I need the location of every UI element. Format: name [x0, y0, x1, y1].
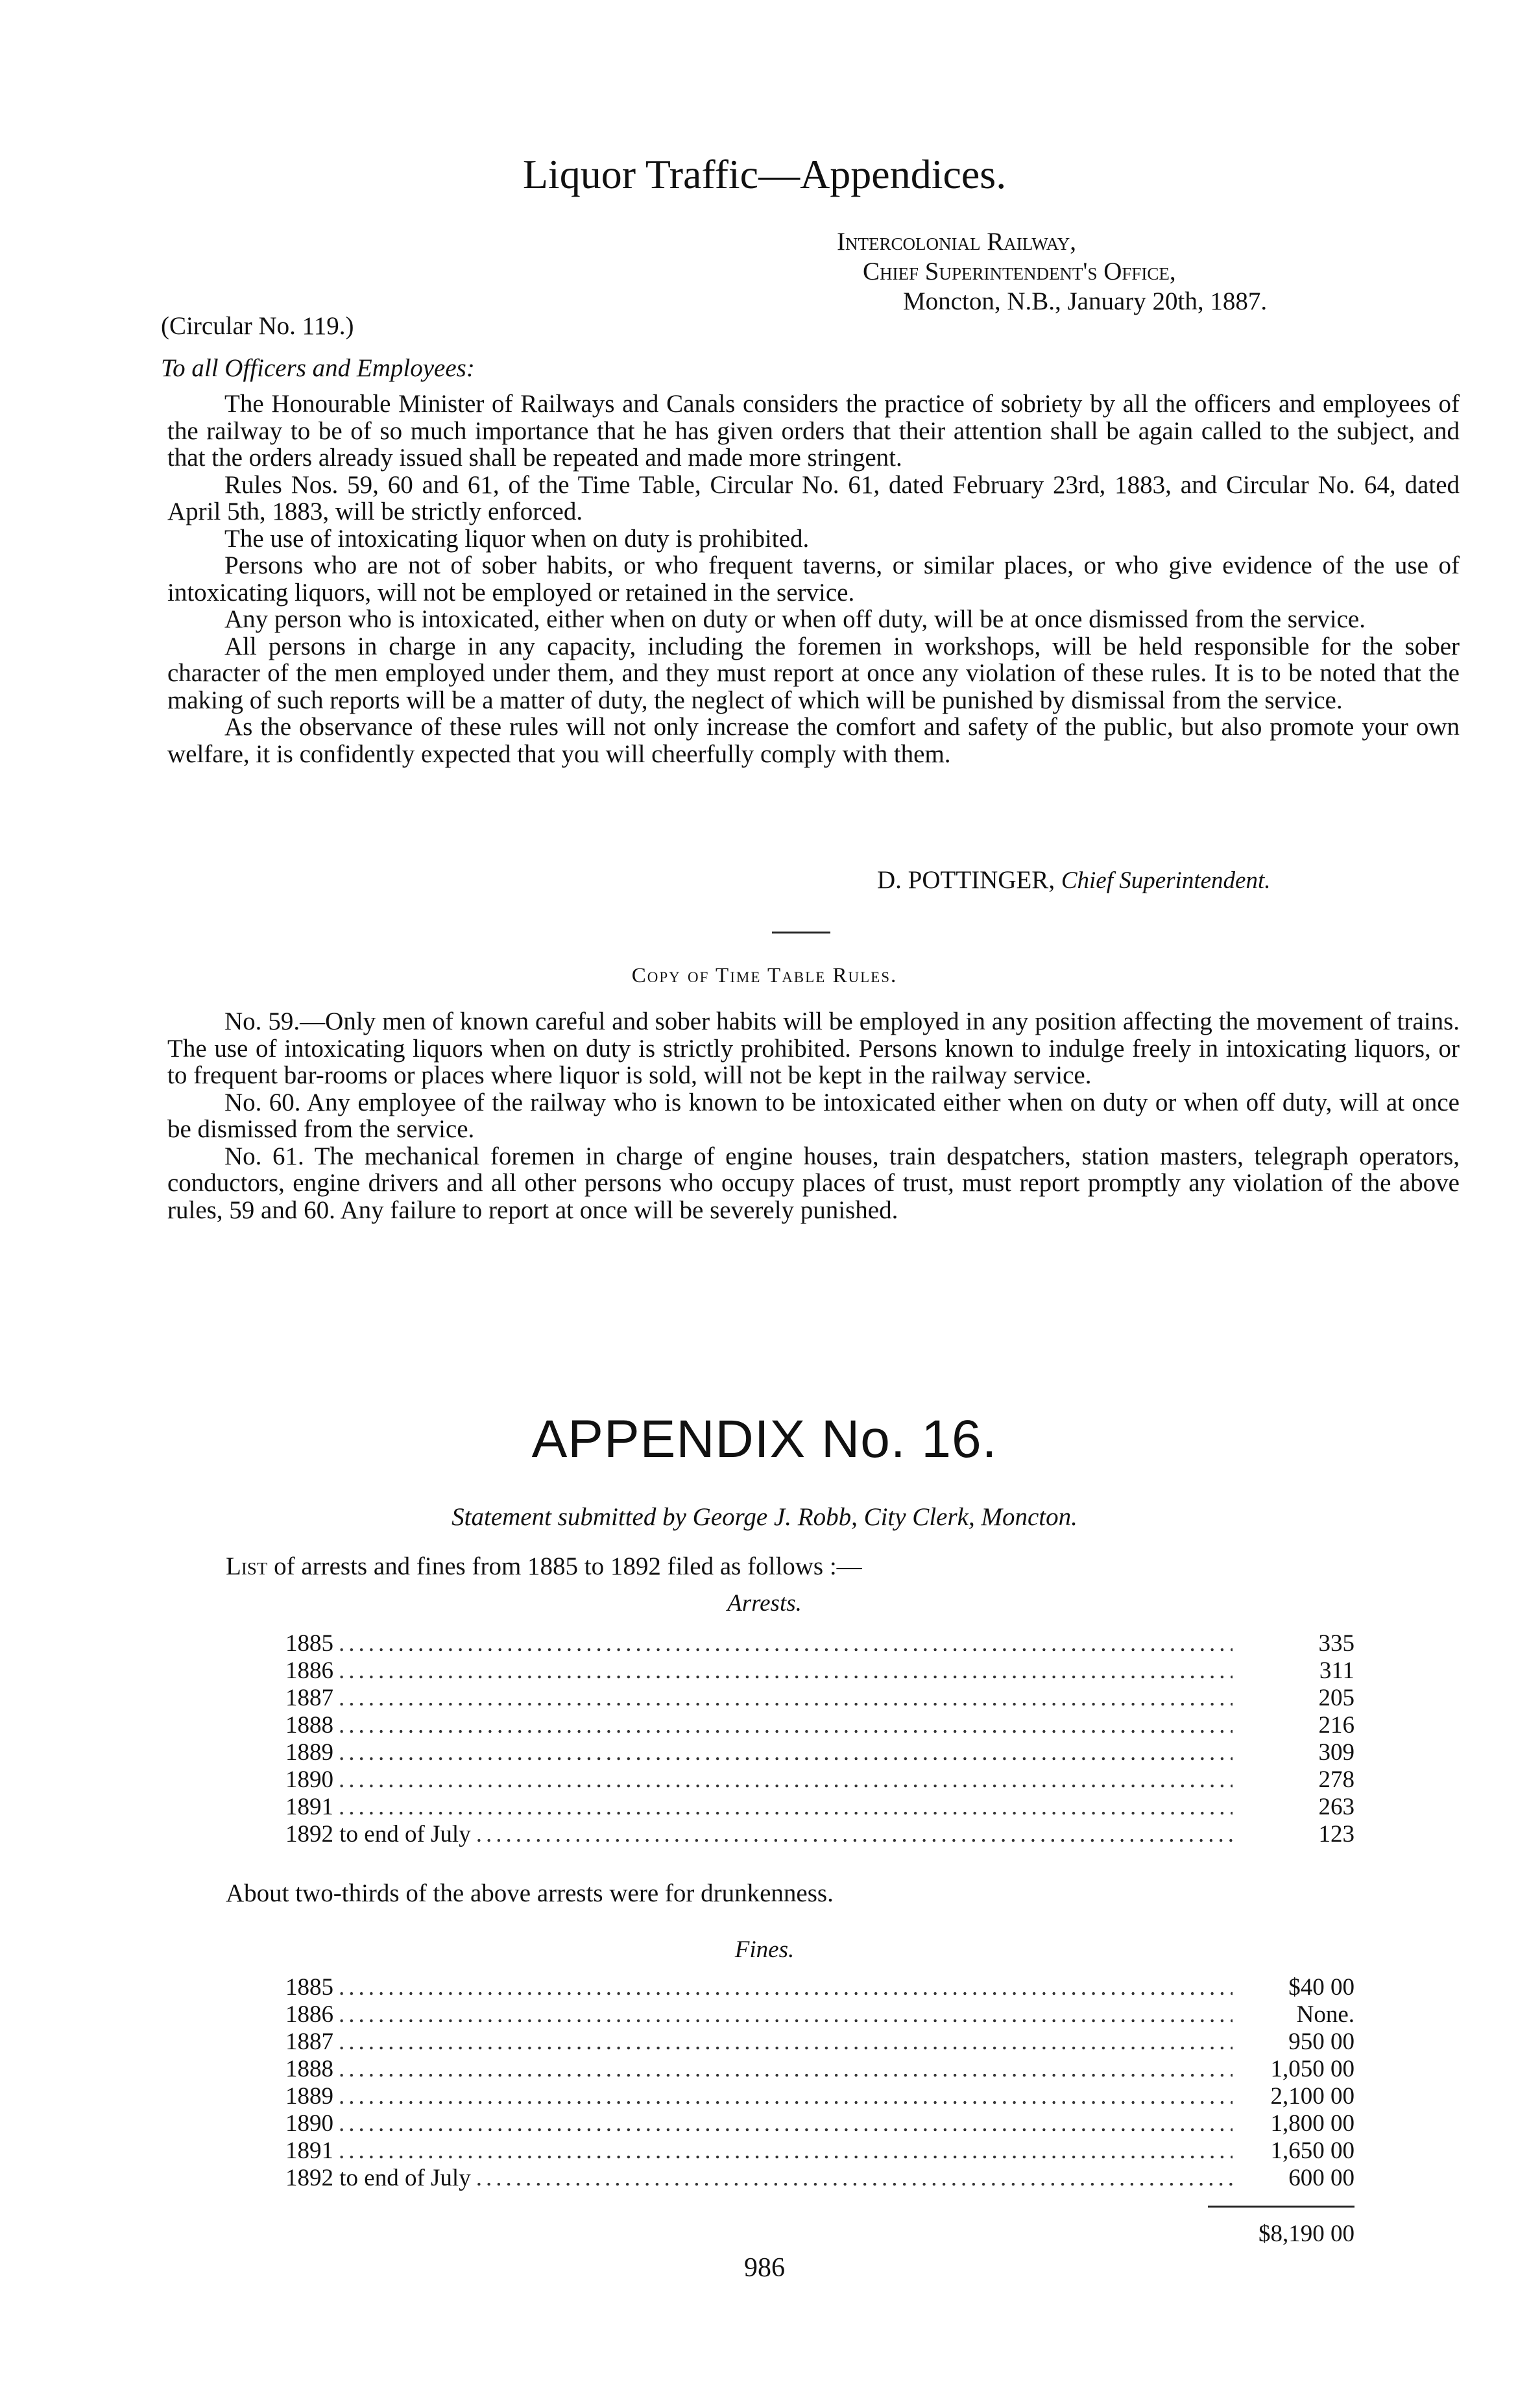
- section-divider: [772, 932, 830, 933]
- leader-dots: [339, 1684, 1233, 1712]
- list-intro-lead: List: [226, 1552, 268, 1580]
- row-year: 1886: [285, 2001, 333, 2028]
- leader-dots: [339, 2082, 1233, 2110]
- row-year: 1886: [285, 1657, 333, 1684]
- letter-paragraph: The use of intoxicating liquor when on duty is prohibited.: [224, 524, 810, 553]
- row-value: 1,800 00: [1270, 2110, 1354, 2137]
- row-value: 311: [1319, 1657, 1354, 1684]
- letter-body: [167, 391, 1460, 767]
- row-value: 123: [1318, 1821, 1354, 1848]
- leader-dots: [339, 1793, 1233, 1821]
- fines-table: [285, 1973, 1354, 2191]
- leader-dots: [339, 2137, 1233, 2165]
- row-year: 1890: [285, 1766, 333, 1793]
- leader-dots: [339, 1711, 1233, 1739]
- rules-heading: Copy of Time Table Rules.: [631, 964, 898, 987]
- table-row: [285, 1739, 1354, 1766]
- table-row: [285, 2082, 1354, 2110]
- row-year: 1891: [285, 1794, 333, 1820]
- table-row: [285, 1793, 1354, 1820]
- row-year: 1890: [285, 2110, 333, 2137]
- row-value: 278: [1318, 1766, 1354, 1793]
- table-row: [285, 1657, 1354, 1684]
- leader-dots: [339, 1630, 1233, 1657]
- letter-address: To all Officers and Employees:: [161, 354, 475, 382]
- page-number: 986: [744, 2253, 785, 2283]
- leader-dots: [476, 1820, 1233, 1848]
- total-rule: [1208, 2206, 1354, 2208]
- fines-heading: Fines.: [734, 1936, 795, 1963]
- row-value: 263: [1318, 1794, 1354, 1820]
- leader-dots: [339, 1739, 1233, 1766]
- letter-from-line1: [837, 228, 1076, 256]
- appendix-statement: Statement submitted by George J. Robb, City Clerk, Moncton.: [451, 1503, 1078, 1531]
- page-title: Liquor Traffic—Appendices.: [522, 151, 1007, 197]
- table-row: [285, 1684, 1354, 1711]
- leader-dots: [476, 2164, 1233, 2192]
- row-year: 1889: [285, 1739, 333, 1766]
- row-year: 1888: [285, 2056, 333, 2082]
- rule-paragraph: No. 60. Any employee of the railway who is known to be intoxicated either when on duty or when off duty, will at once be dismissed from the service.: [167, 1088, 1460, 1143]
- leader-dots: [339, 2028, 1233, 2056]
- letter-paragraph: As the observance of these rules will not only increase the comfort and safety of the public, but also promote your own welfare, it is confidently expected that you will cheerfully comply with them.: [167, 713, 1460, 768]
- arrests-heading: Arrests.: [727, 1590, 802, 1617]
- arrests-note: About two-thirds of the above arrests were for drunkenness.: [226, 1879, 834, 1907]
- table-row: [285, 2028, 1354, 2055]
- arrests-table: [285, 1630, 1354, 1848]
- row-year: 1891: [285, 2137, 333, 2164]
- row-year: 1885: [285, 1974, 333, 2001]
- list-intro-text: of arrests and fines from 1885 to 1892 filed as follows :—: [267, 1552, 862, 1580]
- fines-total: $8,190 00: [1258, 2221, 1354, 2247]
- from-office: Chief Superintendent's Office,: [863, 258, 1176, 285]
- table-row: [285, 2137, 1354, 2164]
- row-value: 950 00: [1288, 2029, 1354, 2055]
- table-row: [285, 1711, 1354, 1739]
- circular-number: (Circular No. 119.): [161, 312, 354, 340]
- from-place-date: Moncton, N.B., January 20th, 1887.: [903, 287, 1268, 315]
- table-row: [285, 1820, 1354, 1848]
- table-row: [285, 1630, 1354, 1657]
- row-value: None.: [1296, 2001, 1354, 2028]
- row-year: 1888: [285, 1712, 333, 1739]
- letter-from-line2: [863, 258, 1176, 285]
- letter-paragraph: All persons in charge in any capacity, including the foremen in workshops, will be held responsible for the sober character of the men employed under them, and they must report at once any violation of these rules. It is to be noted that the making of such reports will be a matter of duty, the neglect of which will be punished by dismissal from the service.: [167, 632, 1460, 714]
- row-value: 600 00: [1288, 2165, 1354, 2191]
- signature: [877, 865, 1529, 895]
- leader-dots: [339, 1766, 1233, 1794]
- leader-dots: [339, 1973, 1233, 2001]
- signature-title: Chief Superintendent.: [1061, 867, 1271, 894]
- letter-from-line3: [903, 288, 1267, 315]
- row-value: 309: [1318, 1739, 1354, 1766]
- row-year: 1892 to end of July: [285, 2165, 471, 2191]
- table-row: [285, 1973, 1354, 2001]
- row-year: 1889: [285, 2083, 333, 2110]
- table-row: [285, 1766, 1354, 1793]
- rules-body: [167, 1008, 1460, 1223]
- table-row: [285, 2055, 1354, 2082]
- row-value: 1,650 00: [1270, 2137, 1354, 2164]
- leader-dots: [339, 1657, 1233, 1685]
- row-value: $40 00: [1288, 1974, 1354, 2001]
- list-intro: [226, 1552, 862, 1581]
- rule-paragraph: No. 59.—Only men of known careful and sober habits will be employed in any position affecting the movement of trains. The use of intoxicating liquors when on duty is strictly prohibited. Persons known to indulge freely in intoxicating liquors, or to frequent bar-rooms or places where liquor is sold, will not be kept in the railway service.: [167, 1007, 1460, 1089]
- row-year: 1885: [285, 1630, 333, 1657]
- row-year: 1892 to end of July: [285, 1821, 471, 1848]
- letter-paragraph: The Honourable Minister of Railways and Canals considers the practice of sobriety by all the officers and employees of the railway to be of so much importance that he has given orders that their attention shall be again called to the subject, and that the orders already issued shall be repeated and made more stringent.: [167, 390, 1460, 472]
- row-year: 1887: [285, 1685, 333, 1711]
- leader-dots: [339, 2001, 1233, 2029]
- row-value: 2,100 00: [1270, 2083, 1354, 2110]
- leader-dots: [339, 2110, 1233, 2137]
- appendix-heading: APPENDIX No. 16.: [531, 1410, 998, 1469]
- table-row: [285, 2110, 1354, 2137]
- row-value: 205: [1318, 1685, 1354, 1711]
- row-value: 216: [1318, 1712, 1354, 1739]
- from-railway: Intercolonial Railway,: [837, 228, 1076, 256]
- letter-paragraph: Rules Nos. 59, 60 and 61, of the Time Table, Circular No. 61, dated February 23rd, 1883, and Circular No. 64, dated April 5th, 1883, will be strictly enforced.: [167, 470, 1460, 525]
- letter-paragraph: Any person who is intoxicated, either when on duty or when off duty, will be at once dismissed from the service.: [224, 605, 1366, 633]
- table-row: [285, 2001, 1354, 2028]
- row-value: 335: [1318, 1630, 1354, 1657]
- table-row: [285, 2164, 1354, 2191]
- letter-paragraph: Persons who are not of sober habits, or who frequent taverns, or similar places, or who give evidence of the use of intoxicating liquors, will not be employed or retained in the service.: [167, 551, 1460, 607]
- signature-name: D. POTTINGER,: [877, 866, 1055, 894]
- leader-dots: [339, 2055, 1233, 2083]
- rule-paragraph: No. 61. The mechanical foremen in charge of engine houses, train despatchers, station masters, telegraph operators, conductors, engine drivers and all other persons who occupy places of trust, must report promptly any violation of the above rules, 59 and 60. Any failure to report at once will be severely punished.: [167, 1142, 1460, 1224]
- row-year: 1887: [285, 2029, 333, 2055]
- row-value: 1,050 00: [1270, 2056, 1354, 2082]
